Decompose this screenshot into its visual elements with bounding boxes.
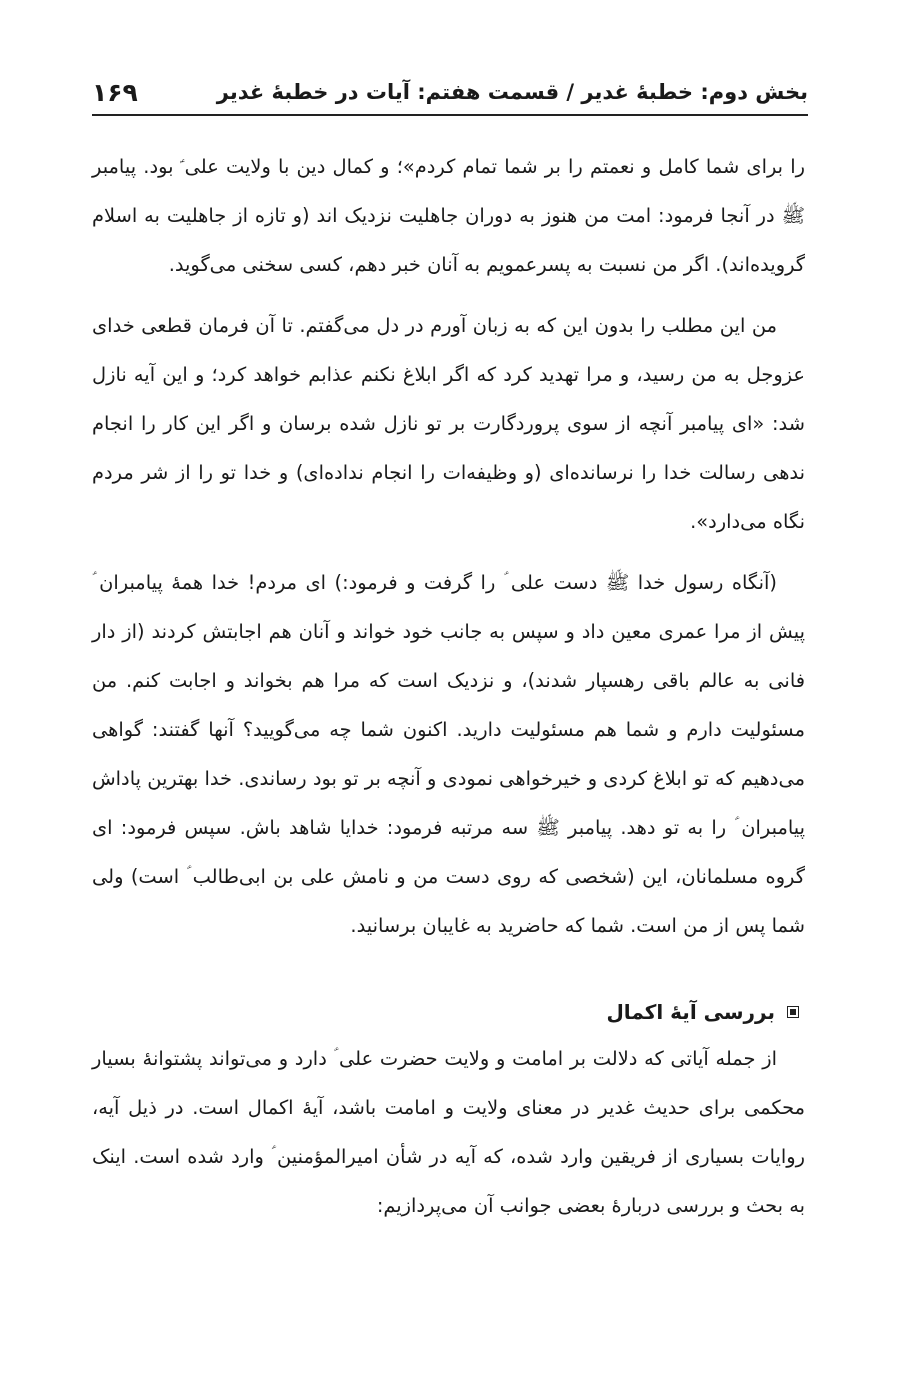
running-title: بخش دوم: خطبهٔ غدیر / قسمت هفتم: آیات در خطبهٔ غدیر [216, 80, 808, 104]
section-body-paragraph: از جمله آیاتی که دلالت بر امامت و ولایت حضرت علی ؑ دارد و می‌تواند پشتوانهٔ بسیار محکمی برای حدیث غدیر در معنای ولایت و امامت باشد، آیهٔ اکمال است. در ذیل آیه، روایات بسیاری از فریقین وارد شده، که آیه در شأن امیرالمؤمنین ؑ وارد شده است. اینک به بحث و بررسی دربارهٔ بعضی جوانب آن می‌پردازیم: [92, 1047, 805, 1217]
section-heading-text: بررسی آیهٔ اکمال [606, 1000, 775, 1024]
section-heading [92, 990, 805, 1034]
running-header [92, 70, 808, 116]
page-number: ۱۶۹ [92, 77, 138, 107]
paragraph-continuation: را برای شما کامل و نعمتم را بر شما تمام کردم»؛ و کمال دین با ولایت علی ؑ بود. پیامبر ﷺ در آنجا فرمود: امت من هنوز به دوران جاهلیت نزدیک اند (و تازه از جاهلیت به اسلام گرویده‌اند). اگر من نسبت به پسرعمویم به آنان خبر دهم، کسی سخنی می‌گوید. [92, 155, 805, 276]
square-bullet-icon [787, 1006, 799, 1018]
paragraph-revelation: من این مطلب را بدون این که به زبان آورم در دل می‌گفتم. تا آن فرمان قطعی خدای عزوجل به من رسید، و مرا تهدید کرد که اگر ابلاغ نکنم عذابم خواهد کرد؛ و این آیه نازل شد: «ای پیامبر آنچه از سوی پروردگارت بر تو نازل شده برسان و اگر این کار را انجام ندهی رسالت خدا را نرسانده‌ای (و وظیفه‌ات را انجام نداده‌ای) و خدا تو را از شر مردم نگاه می‌دارد». [92, 314, 805, 533]
body-text [92, 142, 805, 1242]
paragraph-sermon: (آنگاه رسول خدا ﷺ دست علی ؑ را گرفت و فرمود:) ای مردم! خدا همهٔ پیامبران ؑ پیش از مرا عمری معین داد و سپس به جانب خود خواند و آنان هم اجابتش کردند (از دار فانی به عالم باقی رهسپار شدند)، و نزدیک است که مرا هم بخواند و اجابت کنم. من مسئولیت دارم و شما هم مسئولیت دارید. اکنون شما چه می‌گویید؟ آنها گفتند: گواهی می‌دهیم که تو ابلاغ کردی و خیرخواهی نمودی و آنچه بر تو بود رساندی. خدا بهترین پاداش پیامبران ؑ را به تو دهد. پیامبر ﷺ سه مرتبه فرمود: خدایا شاهد باش. سپس فرمود: ای گروه مسلمانان، این (شخصی که روی دست من و نامش علی بن ابی‌طالب ؑ است) ولی شما پس از من است. شما که حاضرید به غایبان برسانید. [92, 571, 805, 937]
